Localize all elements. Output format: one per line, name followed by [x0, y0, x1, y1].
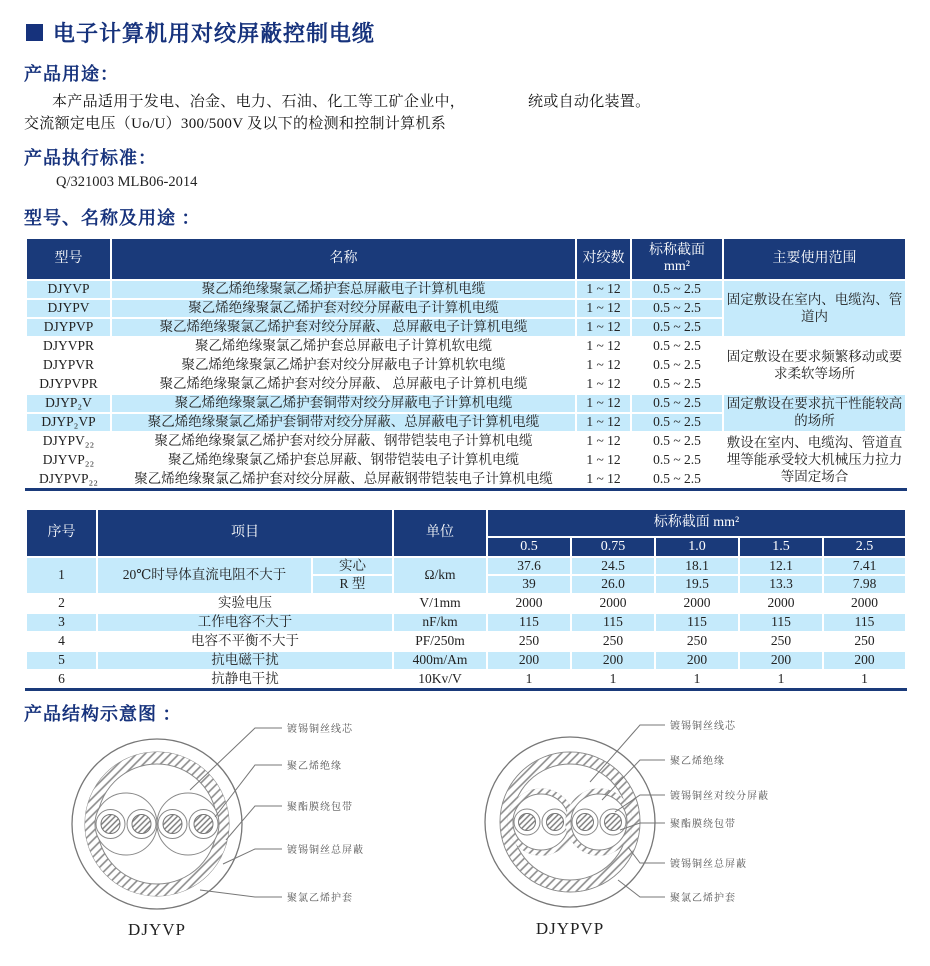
value-cell: 200	[823, 651, 906, 670]
unit-cell: V/1mm	[393, 594, 487, 613]
page-title-row	[26, 17, 375, 48]
pairs-col-header: 对绞数	[576, 238, 631, 280]
value-cell: 2000	[571, 594, 655, 613]
no-cell: 3	[26, 613, 97, 632]
page-title: 电子计算机用对绞屏蔽控制电缆	[53, 21, 376, 46]
model-cell: DJYVPR	[26, 337, 111, 356]
usage-line2: 交流额定电压（Uo/U）300/500V 及以下的检测和控制计算机系	[24, 116, 447, 132]
section-cell: 0.5 ~ 2.5	[631, 451, 723, 470]
model-cell: DJYPVR	[26, 356, 111, 375]
section-cell: 0.5 ~ 2.5	[631, 356, 723, 375]
section-col-1.0: 1.0	[655, 537, 739, 557]
value-cell: 24.5	[571, 557, 655, 576]
model-table-header-row	[26, 238, 906, 280]
value-cell: 7.41	[823, 557, 906, 576]
value-cell: 200	[487, 651, 571, 670]
unit-cell: PF/250m	[393, 632, 487, 651]
diagram-caption-djyvp: DJYVP	[128, 920, 186, 939]
usage-cell: 固定敷设在要求抗干性能较高的场所	[723, 394, 906, 432]
spec-row	[26, 651, 906, 670]
usage-heading: 产品用途：	[24, 64, 119, 84]
value-cell: 1	[739, 670, 823, 689]
section-cell: 0.5 ~ 2.5	[631, 432, 723, 451]
name-cell: 聚乙烯绝缘聚氯乙烯护套总屏蔽、钢带铠装电子计算机电缆	[111, 451, 576, 470]
model-cell: DJYPV	[26, 299, 111, 318]
name-cell: 聚乙烯绝缘聚氯乙烯护套对绞分屏蔽、 总屏蔽电子计算机电缆	[111, 318, 576, 337]
value-cell: 115	[487, 613, 571, 632]
spec-row	[26, 632, 906, 651]
djypvp-cross-section	[485, 719, 769, 938]
model-cell: DJYP₂V	[26, 394, 111, 413]
value-cell: 115	[739, 613, 823, 632]
model-cell: DJYPVPR	[26, 375, 111, 394]
model-cell: DJYPV₂₂	[26, 432, 111, 451]
usage-line1-right: 统或自动化装置。	[528, 94, 651, 110]
value-cell: 1	[823, 670, 906, 689]
spec-table	[25, 508, 907, 691]
item-cell: 工作电容不大于	[97, 613, 393, 632]
name-cell: 聚乙烯绝缘聚氯乙烯护套对绞分屏蔽、 总屏蔽电子计算机电缆	[111, 375, 576, 394]
shielded-pair	[566, 789, 632, 855]
table-row	[26, 394, 906, 413]
value-cell: 200	[655, 651, 739, 670]
section-col-2.5: 2.5	[823, 537, 906, 557]
item-col-header: 项目	[97, 509, 393, 557]
usage-line1: 本产品适用于发电、冶金、电力、石油、化工等工矿企业中，	[52, 94, 466, 110]
value-cell: 1	[655, 670, 739, 689]
spec-row	[26, 557, 906, 576]
model-table	[25, 237, 907, 491]
name-cell: 聚乙烯绝缘聚氯乙烯护套铜带对绞分屏蔽电子计算机电缆	[111, 394, 576, 413]
model-cell: DJYP₂VP	[26, 413, 111, 432]
pairs-cell: 1 ~ 12	[576, 375, 631, 394]
section-cell: 0.5 ~ 2.5	[631, 299, 723, 318]
value-cell: 200	[571, 651, 655, 670]
value-cell: 250	[571, 632, 655, 651]
section-col-header	[631, 238, 723, 280]
unit-col-header: 单位	[393, 509, 487, 557]
value-cell: 13.3	[739, 575, 823, 594]
item-cell: 电容不平衡不大于	[97, 632, 393, 651]
djyvp-cross-section	[72, 722, 364, 939]
callout-label: 镀锡铜丝线芯	[287, 724, 353, 735]
value-cell: 250	[823, 632, 906, 651]
name-cell: 聚乙烯绝缘聚氯乙烯护套对绞分屏蔽、钢带铠装电子计算机电缆	[111, 432, 576, 451]
value-cell: 115	[823, 613, 906, 632]
section-col-header-line2: mm²	[664, 259, 690, 274]
name-cell: 聚乙烯绝缘聚氯乙烯护套总屏蔽电子计算机软电缆	[111, 337, 576, 356]
spec-header-row-1	[26, 509, 906, 537]
pairs-cell: 1 ~ 12	[576, 356, 631, 375]
pairs-cell: 1 ~ 12	[576, 337, 631, 356]
value-cell: 18.1	[655, 557, 739, 576]
spec-row	[26, 670, 906, 689]
pairs-cell: 1 ~ 12	[576, 318, 631, 337]
unit-cell: nF/km	[393, 613, 487, 632]
model-cell: DJYVP	[26, 280, 111, 299]
usage-cell: 敷设在室内、电缆沟、管道直埋等能承受较大机械压力拉力等固定场合	[723, 432, 906, 490]
section-cell: 0.5 ~ 2.5	[631, 280, 723, 299]
section-cell: 0.5 ~ 2.5	[631, 470, 723, 490]
callout-label: 聚乙烯绝缘	[287, 761, 342, 772]
section-cell: 0.5 ~ 2.5	[631, 375, 723, 394]
value-cell: 115	[655, 613, 739, 632]
item-cell: 20℃时导体直流电阻不大于	[97, 557, 312, 595]
value-cell: 115	[571, 613, 655, 632]
name-col-header: 名称	[111, 238, 576, 280]
pairs-cell: 1 ~ 12	[576, 299, 631, 318]
section-cell: 0.5 ~ 2.5	[631, 394, 723, 413]
callout-label: 聚氯乙烯护套	[670, 893, 736, 904]
model-cell: DJYPVP₂₂	[26, 470, 111, 490]
model-col-header: 型号	[26, 238, 111, 280]
table-row	[26, 280, 906, 299]
models-heading: 型号、名称及用途 ：	[24, 208, 201, 228]
item-cell: 抗静电干扰	[97, 670, 393, 689]
usage-col-header: 主要使用范围	[723, 238, 906, 280]
name-cell: 聚乙烯绝缘聚氯乙烯护套对绞分屏蔽电子计算机软电缆	[111, 356, 576, 375]
section-col-0.5: 0.5	[487, 537, 571, 557]
unit-cell: Ω/km	[393, 557, 487, 595]
standard-heading: 产品执行标准：	[24, 148, 157, 168]
no-cell: 4	[26, 632, 97, 651]
callout-label: 聚酯膜绕包带	[287, 802, 353, 813]
title-bullet-square-icon	[26, 24, 43, 41]
callout-label: 镀锡铜丝总屏蔽	[287, 845, 364, 856]
callout-label: 聚乙烯绝缘	[670, 756, 725, 767]
value-cell: 2000	[655, 594, 739, 613]
callout-label: 聚氯乙烯护套	[287, 893, 353, 904]
no-cell: 2	[26, 594, 97, 613]
pairs-cell: 1 ~ 12	[576, 451, 631, 470]
section-col-0.75: 0.75	[571, 537, 655, 557]
no-cell: 6	[26, 670, 97, 689]
callout-label: 镀锡铜丝线芯	[670, 721, 736, 732]
no-cell: 5	[26, 651, 97, 670]
model-cell: DJYVP₂₂	[26, 451, 111, 470]
value-cell: 2000	[823, 594, 906, 613]
pairs-cell: 1 ~ 12	[576, 432, 631, 451]
value-cell: 19.5	[655, 575, 739, 594]
value-cell: 26.0	[571, 575, 655, 594]
value-cell: 37.6	[487, 557, 571, 576]
value-cell: 1	[487, 670, 571, 689]
usage-cell: 固定敷设在室内、电缆沟、管道内	[723, 280, 906, 337]
model-cell: DJYPVP	[26, 318, 111, 337]
unit-cell: 400m/Am	[393, 651, 487, 670]
unit-cell: 10Kv/V	[393, 670, 487, 689]
pairs-cell: 1 ~ 12	[576, 470, 631, 490]
no-cell: 1	[26, 557, 97, 595]
value-cell: 250	[487, 632, 571, 651]
name-cell: 聚乙烯绝缘聚氯乙烯护套对绞分屏蔽、总屏蔽钢带铠装电子计算机电缆	[111, 470, 576, 490]
section-cell: 0.5 ~ 2.5	[631, 318, 723, 337]
conductor-type-cell: R 型	[312, 575, 393, 594]
callout-label: 镀锡铜丝总屏蔽	[670, 859, 747, 870]
value-cell: 2000	[739, 594, 823, 613]
name-cell: 聚乙烯绝缘聚氯乙烯护套总屏蔽电子计算机电缆	[111, 280, 576, 299]
section-group-header: 标称截面 mm²	[487, 509, 906, 537]
structure-heading: 产品结构示意图 ：	[24, 704, 182, 724]
callout-label: 镀锡铜丝对绞分屏蔽	[670, 791, 769, 802]
pairs-cell: 1 ~ 12	[576, 280, 631, 299]
section-cell: 0.5 ~ 2.5	[631, 413, 723, 432]
conductor-type-cell: 实心	[312, 557, 393, 576]
section-cell: 0.5 ~ 2.5	[631, 337, 723, 356]
value-cell: 2000	[487, 594, 571, 613]
shielded-pair	[508, 789, 574, 855]
value-cell: 7.98	[823, 575, 906, 594]
name-cell: 聚乙烯绝缘聚氯乙烯护套对绞分屏蔽电子计算机电缆	[111, 299, 576, 318]
pairs-cell: 1 ~ 12	[576, 413, 631, 432]
section-col-header-line1: 标称截面	[649, 242, 705, 258]
item-cell: 抗电磁干扰	[97, 651, 393, 670]
value-cell: 12.1	[739, 557, 823, 576]
table-row	[26, 432, 906, 451]
diagram-caption-djypvp: DJYPVP	[535, 919, 605, 938]
callout-line	[200, 890, 282, 897]
no-col-header: 序号	[26, 509, 97, 557]
cable-structure-diagrams	[30, 712, 930, 966]
usage-cell: 固定敷设在要求频繁移动或要求柔软等场所	[723, 337, 906, 394]
callout-label: 聚酯膜绕包带	[670, 819, 736, 830]
section-col-1.5: 1.5	[739, 537, 823, 557]
value-cell: 39	[487, 575, 571, 594]
spec-row	[26, 594, 906, 613]
value-cell: 200	[739, 651, 823, 670]
pairs-cell: 1 ~ 12	[576, 394, 631, 413]
item-cell: 实验电压	[97, 594, 393, 613]
table-row	[26, 337, 906, 356]
name-cell: 聚乙烯绝缘聚氯乙烯护套铜带对绞分屏蔽、总屏蔽电子计算机电缆	[111, 413, 576, 432]
standard-value: Q/321003 MLB06-2014	[56, 174, 198, 190]
value-cell: 1	[571, 670, 655, 689]
value-cell: 250	[655, 632, 739, 651]
spec-row	[26, 613, 906, 632]
value-cell: 250	[739, 632, 823, 651]
